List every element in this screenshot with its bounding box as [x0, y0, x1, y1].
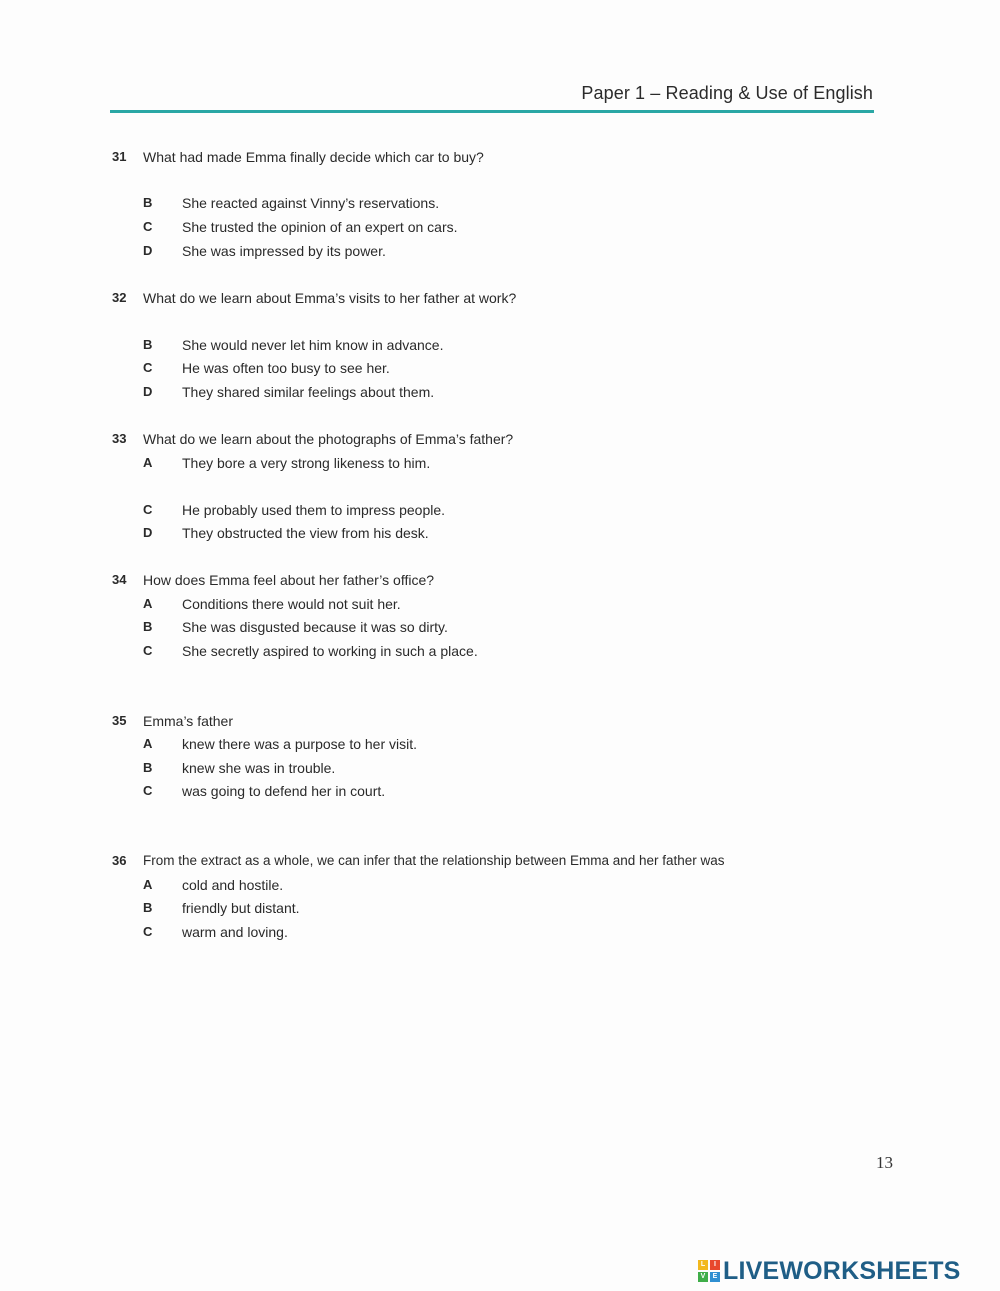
- question-number: 34: [112, 572, 127, 587]
- question-number: 36: [112, 853, 127, 868]
- question-number: 32: [112, 290, 127, 305]
- option-text: warm and loving.: [182, 924, 288, 940]
- option-letter: B: [143, 900, 153, 915]
- option-text: She was impressed by its power.: [182, 243, 386, 259]
- option-letter: D: [143, 525, 153, 540]
- option-letter: B: [143, 619, 153, 634]
- question-number: 35: [112, 713, 127, 728]
- option-letter: C: [143, 219, 153, 234]
- option-text: friendly but distant.: [182, 900, 300, 916]
- option-letter: D: [143, 384, 153, 399]
- question-text: What do we learn about Emma’s visits to her father at work?: [143, 290, 517, 306]
- question-text: Emma’s father: [143, 713, 233, 729]
- option-letter: A: [143, 596, 153, 611]
- icon-tile-v: V: [698, 1272, 708, 1282]
- option-letter: D: [143, 243, 153, 258]
- option-text: They shared similar feelings about them.: [182, 384, 435, 400]
- option-text: knew there was a purpose to her visit.: [182, 736, 418, 752]
- option-letter: C: [143, 924, 153, 939]
- question-text: From the extract as a whole, we can infer that the relationship between Emma and her father was: [143, 853, 725, 868]
- option-letter: C: [143, 502, 153, 517]
- option-text: He probably used them to impress people.: [182, 502, 446, 518]
- question-number: 33: [112, 431, 127, 446]
- header-rule: [110, 110, 874, 113]
- icon-tile-l: L: [698, 1260, 708, 1270]
- liveworksheets-wordmark: LIVEWORKSHEETS: [723, 1256, 961, 1285]
- option-letter: B: [143, 760, 153, 775]
- option-text: She reacted against Vinny’s reservations.: [182, 195, 440, 211]
- question-number: 31: [112, 149, 127, 164]
- question-text: What do we learn about the photographs of Emma’s father?: [143, 431, 514, 447]
- option-text: She secretly aspired to working in such a place.: [182, 643, 478, 659]
- option-letter: A: [143, 736, 153, 751]
- option-text: He was often too busy to see her.: [182, 360, 390, 376]
- option-letter: C: [143, 360, 153, 375]
- page-header-title: Paper 1 – Reading & Use of English: [581, 83, 873, 103]
- option-letter: A: [143, 455, 153, 470]
- option-text: They bore a very strong likeness to him.: [182, 455, 431, 471]
- option-letter: C: [143, 643, 153, 658]
- option-letter: B: [143, 195, 153, 210]
- question-text: What had made Emma finally decide which car to buy?: [143, 149, 484, 165]
- option-text: She trusted the opinion of an expert on cars.: [182, 219, 458, 235]
- option-letter: B: [143, 337, 153, 352]
- option-text: cold and hostile.: [182, 877, 284, 893]
- option-letter: A: [143, 877, 153, 892]
- option-letter: C: [143, 783, 153, 798]
- option-text: was going to defend her in court.: [182, 783, 386, 799]
- icon-tile-e: E: [710, 1272, 720, 1282]
- liveworksheets-logo[interactable]: [698, 1256, 961, 1286]
- question-text: How does Emma feel about her father’s office?: [143, 572, 435, 588]
- option-text: They obstructed the view from his desk.: [182, 525, 429, 541]
- option-text: Conditions there would not suit her.: [182, 596, 401, 612]
- page-number: 13: [876, 1153, 893, 1172]
- option-text: She was disgusted because it was so dirty.: [182, 619, 448, 635]
- icon-tile-i: I: [710, 1260, 720, 1270]
- option-text: She would never let him know in advance.: [182, 337, 444, 353]
- liveworksheets-icon: [698, 1260, 720, 1282]
- option-text: knew she was in trouble.: [182, 760, 336, 776]
